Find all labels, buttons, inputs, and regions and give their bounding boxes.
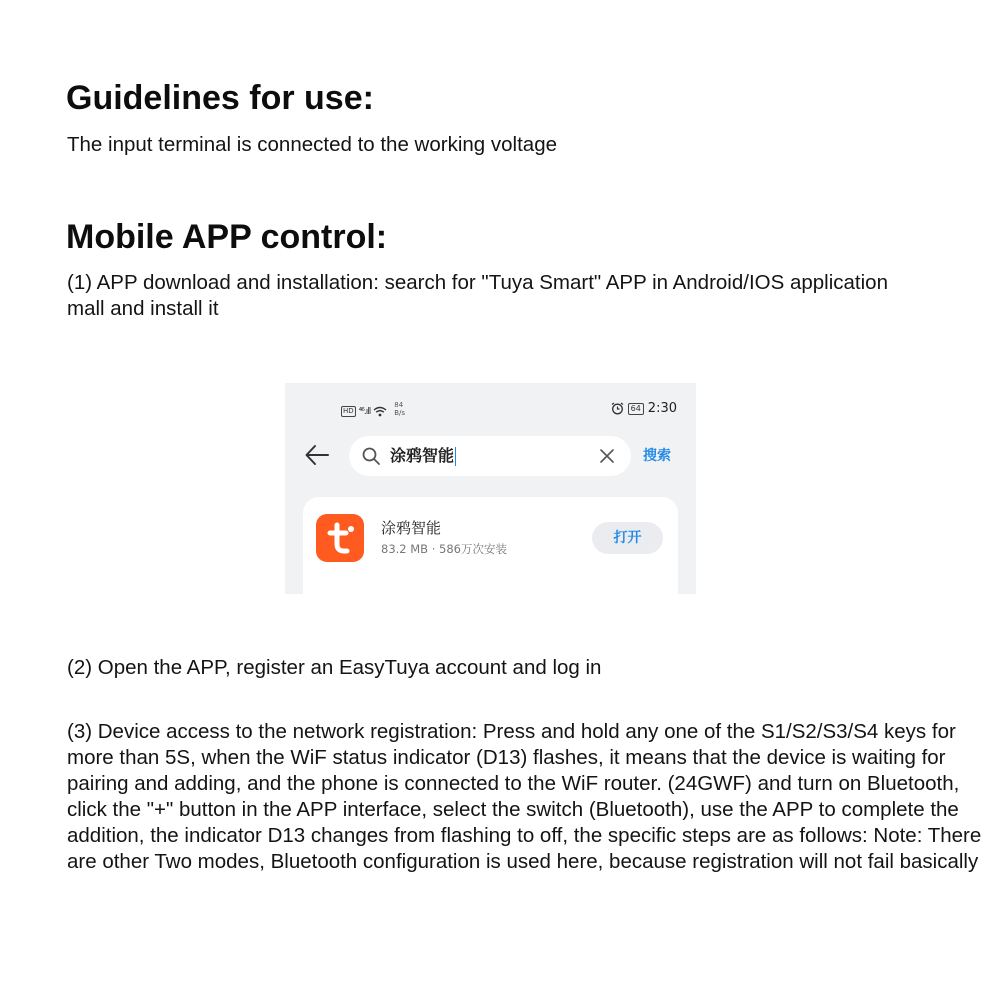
battery-icon: 64 [628,403,644,415]
step-1-text: (1) APP download and installation: search for "Tuya Smart" APP in Android/IOS application mall and install it [67,271,888,320]
network-speed [394,401,405,417]
back-arrow-icon[interactable] [303,441,331,469]
search-icon [361,446,381,466]
app-name: 涂鸦智能 [381,519,442,537]
network-speed-unit: B/s [394,409,406,417]
tuya-app-icon [316,514,364,562]
search-bar[interactable] [349,436,631,476]
clear-icon[interactable] [599,448,615,464]
search-input[interactable] [390,446,456,466]
signal-icon: ⁴⁶.ıll [358,407,371,417]
open-app-button[interactable]: 打开 [592,522,663,554]
search-query: 涂鸦智能 [390,446,455,465]
step-2-text: (2) Open the APP, register an EasyTuya account and log in [67,656,602,679]
hd-badge: HD [343,407,354,415]
alarm-icon [611,402,624,415]
step-3-text: (3) Device access to the network registration: Press and hold any one of the S1/S2/S3/S4 keys for more than 5S, when the WiF status indicator (D13) flashes, it means that the device is waiting for pairing and adding, and the phone is connected to the WiF router. (24GWF) and turn on Bluetooth, click the "+" button in the APP interface, select the switch (Bluetooth), use the APP to complete the addition, the indicator D13 changes from flashing to off, the specific steps are as follows: Note: There are other Two modes, Bluetooth configuration is used here, because registration will not fail basically [67,720,982,873]
mobile-app-heading: Mobile APP control: [66,218,388,256]
app-result-card[interactable] [303,497,678,594]
text-cursor [455,447,456,466]
network-speed-value: 84 [394,401,404,409]
search-button[interactable]: 搜索 [643,448,671,464]
guidelines-text: The input terminal is connected to the working voltage [67,133,557,156]
wifi-icon [373,406,387,417]
guidelines-heading: Guidelines for use: [66,79,374,117]
app-meta: 83.2 MB · 586万次安装 [381,542,507,556]
tuya-logo-icon [316,514,364,562]
clock-time: 2:30 [647,401,677,416]
status-bar [285,399,696,419]
app-store-screenshot [285,383,696,594]
